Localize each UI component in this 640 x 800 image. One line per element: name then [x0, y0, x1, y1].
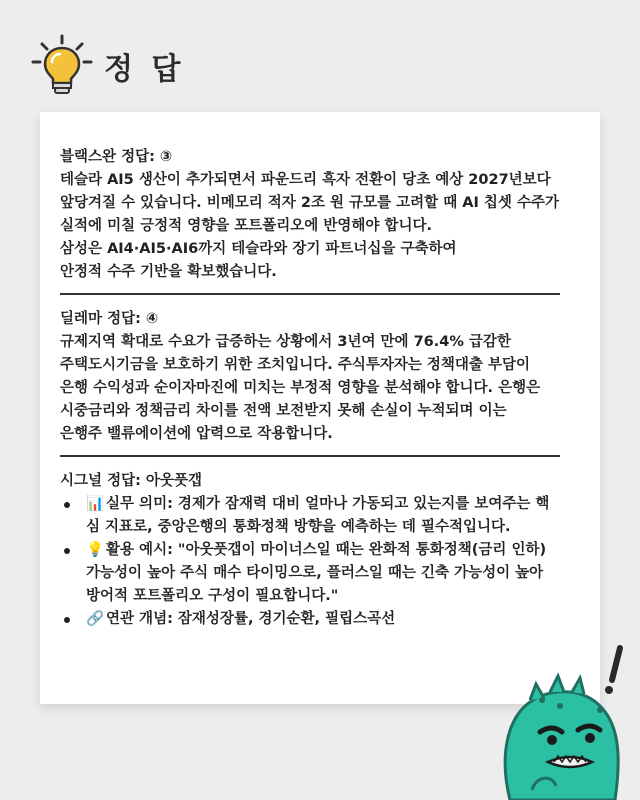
dilemma-line: 은행주 밸류에이션에 압력으로 작용합니다. — [60, 426, 333, 442]
dilemma-section — [60, 308, 560, 446]
signal-title: 시그널 정답: 아웃풋갭 — [60, 473, 202, 489]
dilemma-line: 시중금리와 정책금리 차이를 전액 보전받지 못해 손실이 누적되며 이는 — [60, 403, 507, 419]
list-item — [60, 608, 560, 631]
signal-item-text: 가능성이 높아 주식 매수 타이밍으로, 플러스일 때는 긴축 가능성이 높아 — [86, 565, 544, 581]
page-title: 정 답 — [104, 52, 185, 87]
signal-item-text: 활용 예시: "아웃풋갭이 마이너스일 때는 완화적 통화정책(금리 인하) — [106, 542, 547, 558]
dilemma-line: 은행 수익성과 순이자마진에 미치는 부정적 영향을 분석해야 합니다. 은행은 — [60, 380, 541, 396]
bar-chart-icon: 📊 — [86, 496, 105, 512]
blackswan-title: 블랙스완 정답: ③ — [60, 149, 173, 165]
lightbulb-icon: 💡 — [86, 542, 105, 558]
signal-section — [60, 470, 560, 631]
section-divider — [60, 455, 560, 457]
blackswan-section — [60, 146, 560, 284]
blackswan-line: 안정적 수주 기반을 확보했습니다. — [60, 264, 277, 280]
lightbulb-icon — [30, 34, 94, 98]
signal-item-text: 실무 의미: 경제가 잠재력 대비 얼마나 가동되고 있는지를 보여주는 핵 — [106, 496, 550, 512]
signal-item-text: 심 지표로, 중앙은행의 통화정책 방향을 예측하는 데 필수적입니다. — [86, 519, 511, 535]
blackswan-line: 삼성은 AI4·AI5·AI6까지 테슬라와 장기 파트너십을 구축하여 — [60, 241, 457, 257]
blackswan-line: 앞당겨질 수 있습니다. 비메모리 적자 2조 원 규모를 고려할 때 AI 칩셋 수주가 — [60, 195, 559, 211]
signal-item-text: 방어적 포트폴리오 구성이 필요합니다." — [86, 588, 339, 604]
list-item — [60, 539, 560, 608]
list-item — [60, 493, 560, 539]
section-divider — [60, 293, 560, 295]
signal-list — [60, 493, 560, 631]
link-icon: 🔗 — [86, 611, 105, 627]
dilemma-line: 규제지역 확대로 수요가 급증하는 상황에서 3년여 만에 76.4% 급감한 — [60, 334, 511, 350]
dinosaur-mascot-illustration — [470, 640, 640, 800]
dilemma-line: 주택도시기금을 보호하기 위한 조치입니다. 주식투자자는 정책대출 부담이 — [60, 357, 531, 373]
blackswan-line: 실적에 미칠 긍정적 영향을 포트폴리오에 반영해야 합니다. — [60, 218, 432, 234]
page-header — [30, 34, 184, 98]
blackswan-line: 테슬라 AI5 생산이 추가되면서 파운드리 흑자 전환이 당초 예상 2027년보다 — [60, 172, 551, 188]
answer-card — [40, 112, 600, 704]
signal-item-text: 연관 개념: 잠재성장률, 경기순환, 필립스곡선 — [106, 611, 396, 627]
dilemma-title: 딜레마 정답: ④ — [60, 311, 159, 327]
